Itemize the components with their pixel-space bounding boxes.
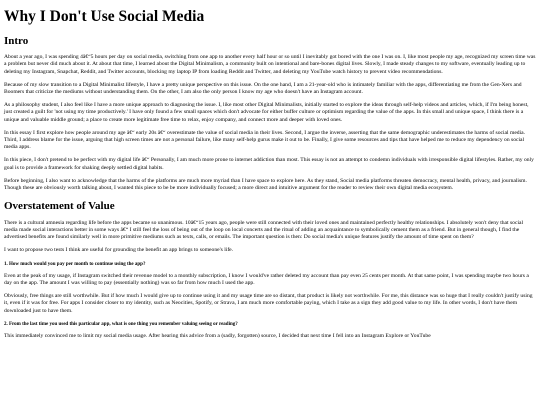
overstatement-paragraph: There is a cultural amnesia regarding life before the apps became so unanimous. 10â€“15 years ago, people were still connected with their loved ones and maintained perfectly healthy relationships. I absolutely won't deny that social media made social interactions better in some ways â€“ I still feel the loss of being out of the loop on local concerts and the ritual of adding an acquaintance to symbolically cement them as a friend. But in general though, I find the advertised benefits are found similarly well in more primitive mediums such as texts, calls, or emails. The important question is then: Do social media's unique features justify the amount of time spent on them? [4,219,524,241]
section-heading-overstatement: Overstatement of Value [4,200,115,213]
page-title: Why I Don't Use Social Media [4,8,205,25]
question-1-paragraph: Obviously, free things are still worthwhile. But if how much I would give up to continue using it and my usage time are so distant, that product is likely not worthwhile. For me, this distance was so huge that I really couldn't justify using it, even if it was for free. For apps I consider closer to my identity, such as Neocities, Spotify, or Strava, I am much more comfortable paying, which I take as a sign they add good value to my life. In other words, I don't have them downloaded just to have them. [4,293,533,314]
section-heading-intro: Intro [4,34,29,47]
intro-paragraph: Because of my slow transition to a Digital Minimalist lifestyle, I have a pretty unique perspective on this issue. On the one hand, I am a 21-year-old who is intimately familiar with the apps, differentiating me from the Gen-Xers and Boomers that criticize the mediums without understanding them. On the other, I am also the only person I know my age who doesn't have an Instagram account. [4,81,522,95]
overstatement-paragraph: I want to propose two tests I think are useful for grounding the benefit an app brings to someone's life. [4,247,234,254]
question-heading-2: 2. From the last time you used this particular app, what is one thing you remember valuing seeing or reading? [4,322,238,328]
question-heading-1: 1. How much would you pay per month to continue using the app? [4,261,146,267]
intro-paragraph: About a year ago, I was spending 4â€“5 hours per day on social media, switching from one app to another every half hour or so until I inevitably got bored with the one I was on. I, like most people my age, recognized my screen time was a problem but never did much about it. At about that time, I learned about the Digital Minimalism, a community built on intentional and bare-bones digital lives. Slowly, I made steady changes to my software, eventually leading up to deleting my Instagram, Snapchat, Reddit, and Twitter accounts, blocking my laptop IP from loading Reddit and Twitter, and deleting my YouTube watch history to prevent video recommendations. [4,53,536,75]
intro-paragraph: As a philosophy student, I also feel like I have a more unique approach to diagnosing the issue. I, like most other Digital Minimalists, initially started to explore the ideas through self-help videos and articles, which, if I'm being honest, just created a guilt for 'not using my time productively.' I have only found a few small spaces which don't advocate for either buffer culture or optimism regarding the value of the apps. In this small and unique space, I think there is a unique and valuable middle ground; a place to create more legitimate free time to relax, enjoy company, and connect more and deeper with loved ones. [4,101,529,123]
intro-paragraph: Before beginning, I also want to acknowledge that the harms of the platforms are much more myriad than I have space to explore here. As they stand, Social media platforms threaten democracy, mental health, privacy, and journalism. Though these are obviously worth talking about, I wanted this piece to be be more individually focused; a more direct and intuitive argument for the reader to review their own digital media ecosystem. [4,177,527,191]
question-1-paragraph: Even at the peak of my usage, if Instagram switched their revenue model to a monthly subscription, I know I would've rather deleted my account than pay even 25 cents per month. At that same point, I was spending maybe two hours a day on the app. The amount I was willing to pay (essentially nothing) was so far from how much I used the app. [4,272,529,287]
question-2-paragraph: This immediately convinced me to limit my social media usage. After hearing this advice from a (sadly, forgotten) source, I decided that next time I fell into an Instagram Explore or YouTube [4,333,431,340]
intro-paragraph: In this essay I first explore how people around my age â€“ early 20s â€“ overestimate the value of social media in their lives. Second, I argue the inverse, asserting that the same demographic underestimates the harms of social media. Third, I address blame for the issue, arguing that high screen times are not a personal failure, like many self-help gurus make it out to be. Finally, I give some resources and tips that have helped me to reduce my dependency on social media apps. [4,129,526,151]
intro-paragraph: In this piece, I don't pretend to be perfect with my digital life â€“ Personally, I am much more prone to internet addiction than most. This essay is not an attempt to condemn individuals with irresponsible digital lifestyles. Rather, my only goal is to provide a framework for shaking deeply settled digital habits. [4,157,534,171]
